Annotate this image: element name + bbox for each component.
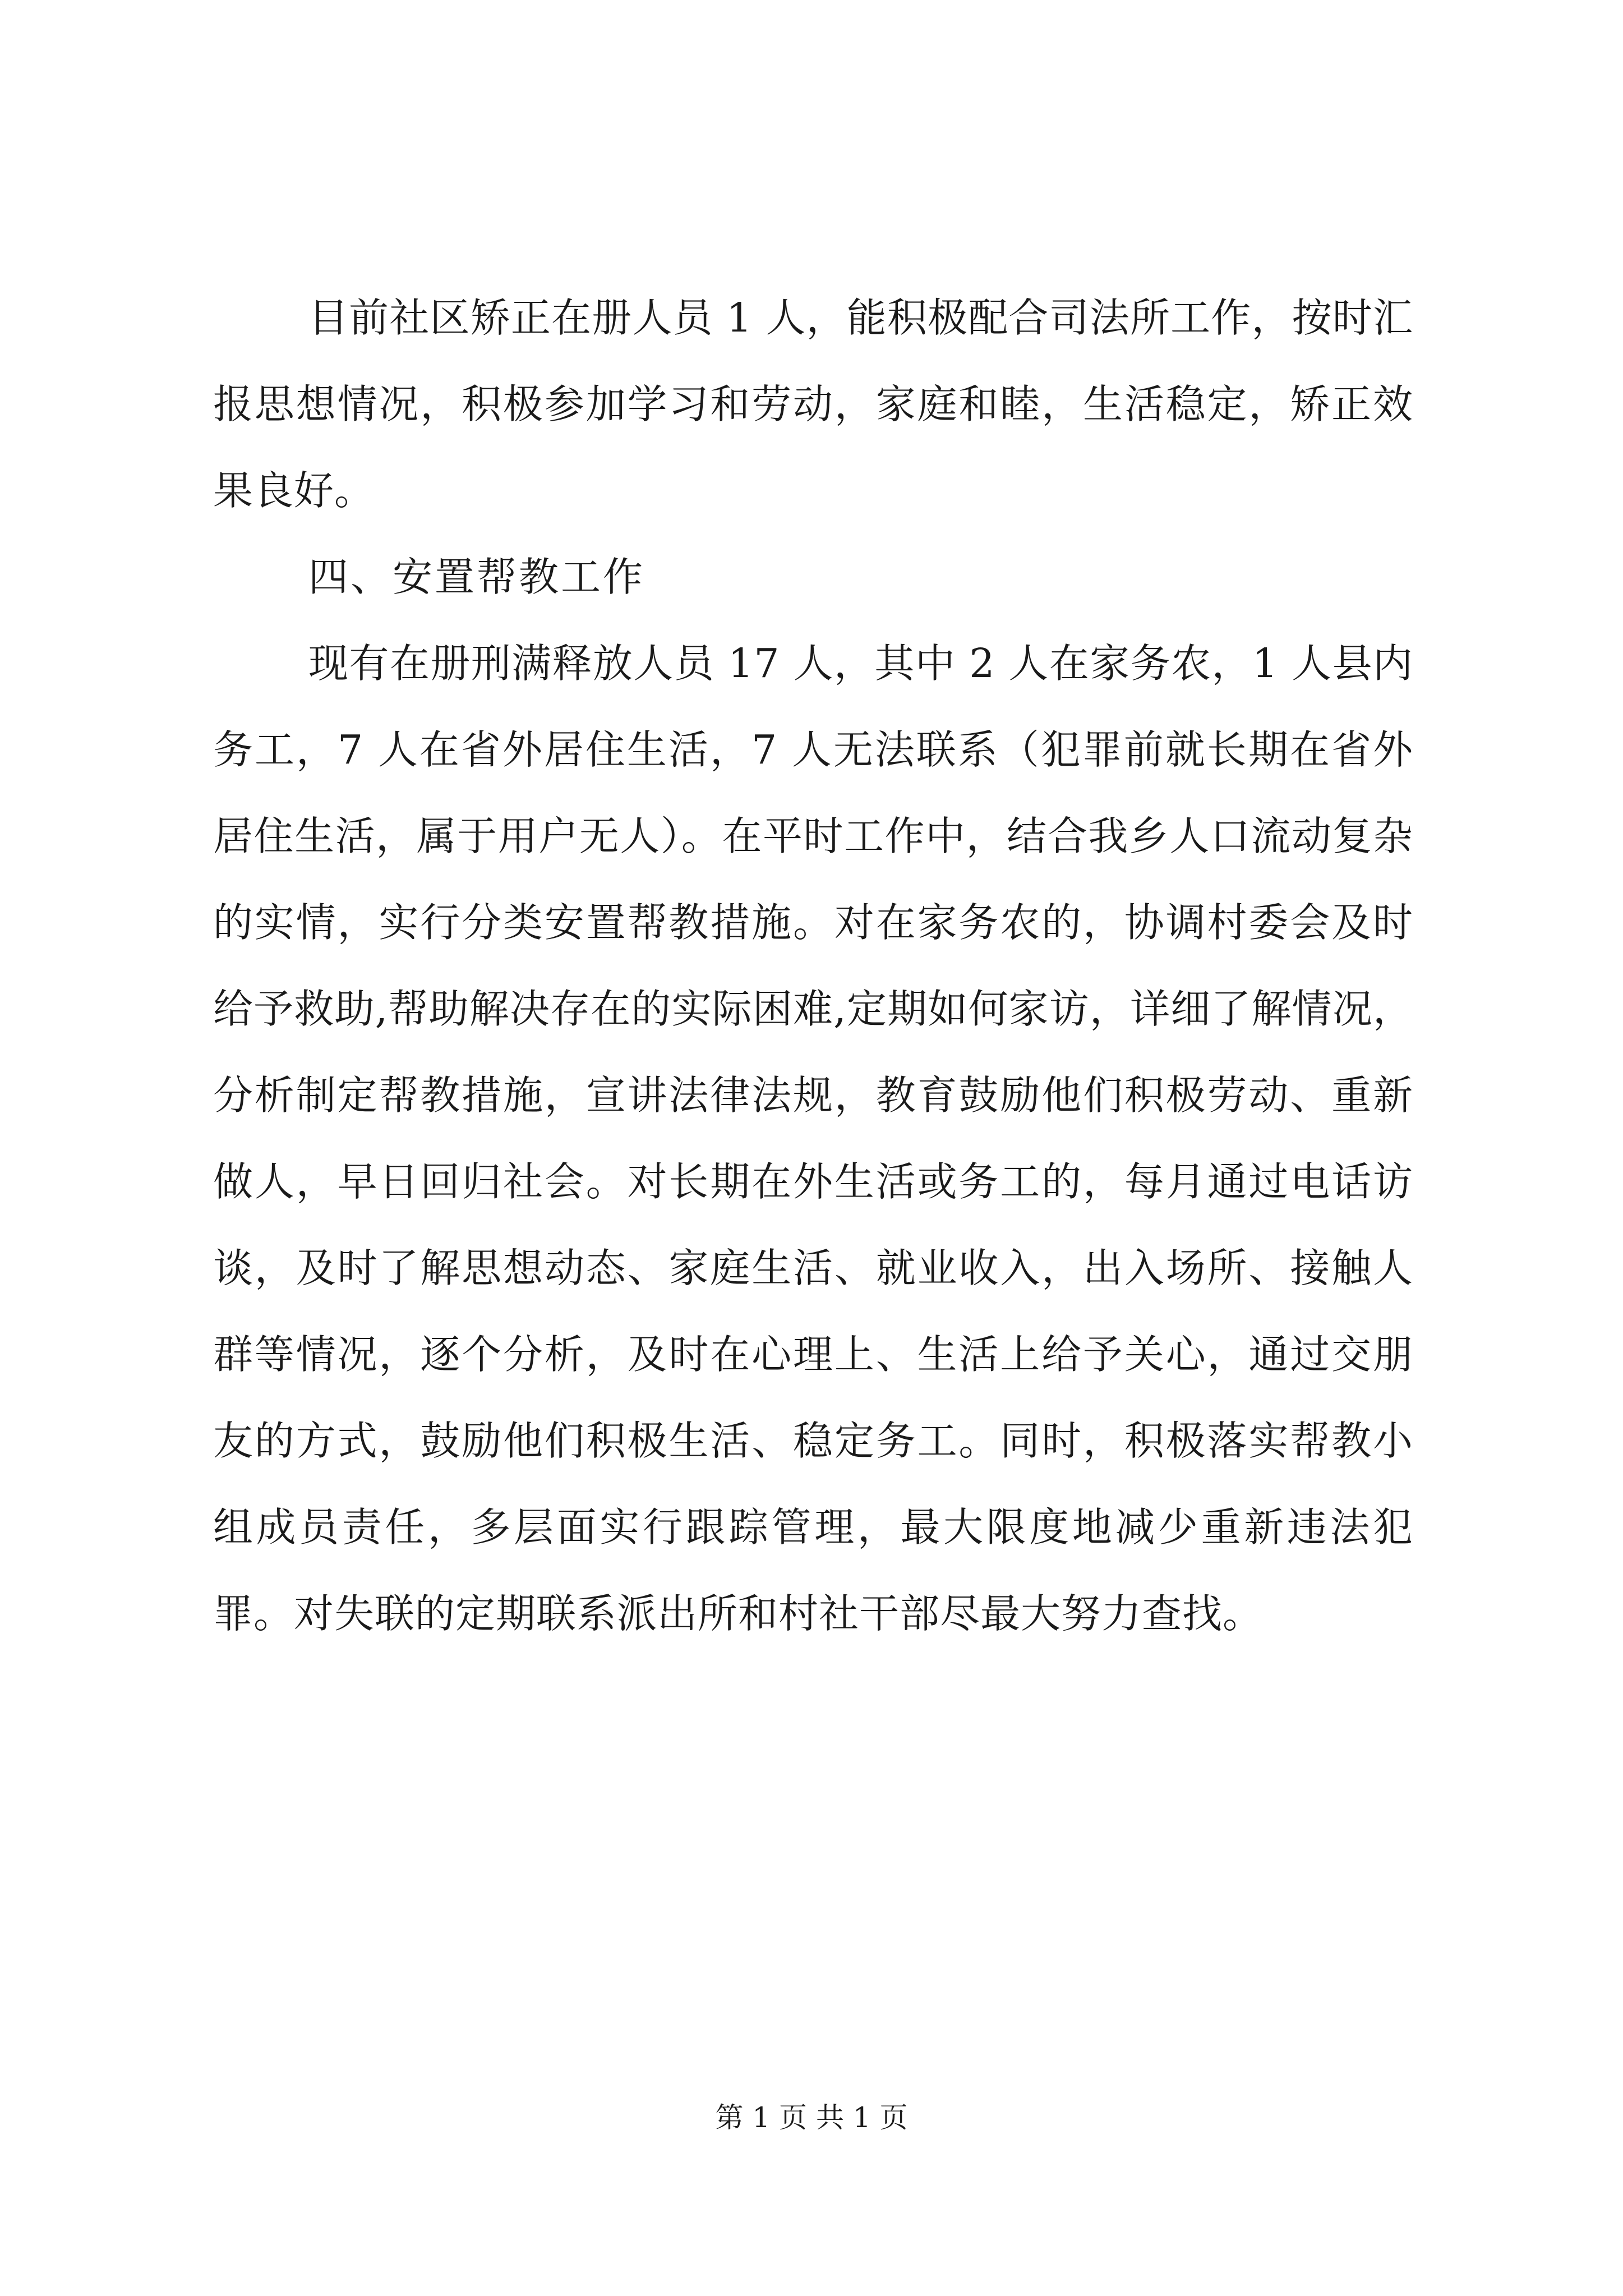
section-heading-resettlement: 四、安置帮教工作 — [308, 554, 645, 600]
document-body — [213, 275, 1413, 1657]
paragraph-correction-status: 目前社区矫正在册人员 1 人，能积极配合司法所工作，按时汇报思想情况，积极参加学习和劳动，家庭和睦，生活稳定，矫正效果良好。 — [213, 295, 1413, 514]
paragraph-resettlement-details: 现有在册刑满释放人员 17 人，其中 2 人在家务农，1 人县内务工，7 人在省外居住生活，7 人无法联系（犯罪前就长期在省外居住生活，属于用户无人）。在平时工作中，结合我乡人口流动复杂的实情，实行分类安置帮教措施。对在家务农的，协调村委会及时给予救助,帮助解决存在的实际困难,定期如何家访，详细了解情况，分析制定帮教措施，宣讲法律法规，教育鼓励他们积极劳动、重新做人，早日回归社会。对长期在外生活或务工的，每月通过电话访谈，及时了解思想动态、家庭生活、就业收入，出入场所、接触人群等情况，逐个分析，及时在心理上、生活上给予关心，通过交朋友的方式，鼓励他们积极生活、稳定务工。同时，积极落实帮教小组成员责任，多层面实行跟踪管理，最大限度地减少重新违法犯罪。对失联的定期联系派出所和村社干部尽最大努力查找。 — [213, 640, 1413, 1637]
page-footer: 第 1 页 共 1 页 — [715, 2101, 908, 2134]
